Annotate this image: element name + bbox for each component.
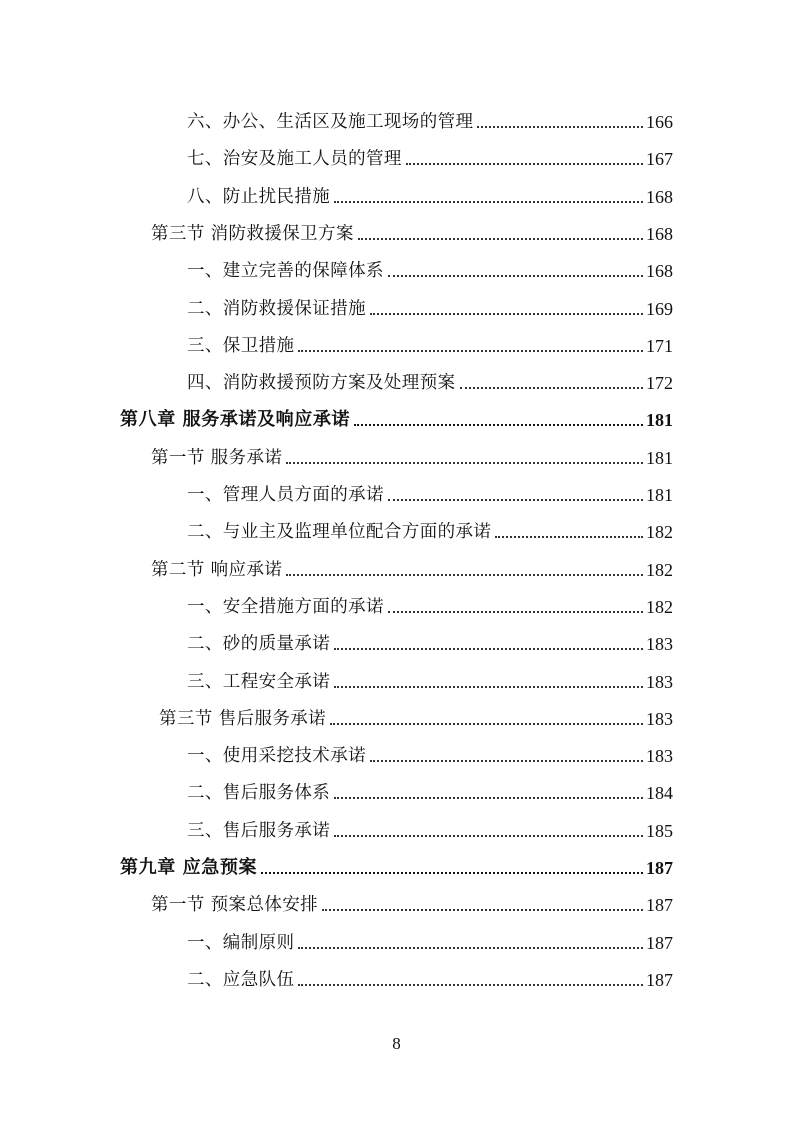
toc-item-entry[interactable] — [187, 812, 673, 842]
toc-entry-label: 二、与业主及监理单位配合方面的承诺 — [187, 522, 492, 543]
toc-entry-label: 第二节 响应承诺 — [151, 559, 283, 580]
toc-entry-label: 六、办公、生活区及施工现场的管理 — [187, 112, 474, 132]
toc-entry-label: 八、防止扰民措施 — [187, 186, 331, 207]
toc-entry-page: 187 — [646, 969, 673, 990]
page-number: 8 — [392, 1034, 401, 1053]
toc-entry-page: 187 — [646, 858, 673, 878]
toc-entry-page: 185 — [646, 820, 673, 841]
toc-chapter-entry[interactable] — [120, 401, 673, 431]
toc-entry-label: 第三节 售后服务承诺 — [159, 708, 327, 729]
dot-leader — [261, 872, 643, 874]
toc-entry-label: 一、管理人员方面的承诺 — [187, 485, 384, 505]
toc-entry-page: 169 — [646, 298, 673, 319]
dot-leader — [388, 275, 643, 277]
toc-section-entry[interactable] — [159, 700, 673, 730]
toc-item-entry[interactable] — [187, 252, 673, 282]
toc-chapter-entry[interactable] — [120, 849, 673, 879]
toc-entry-label: 第九章 应急预案 — [120, 857, 258, 878]
dot-leader — [460, 387, 644, 389]
toc-entry-label: 第一节 服务承诺 — [151, 447, 283, 468]
toc-entry-page: 184 — [646, 783, 673, 804]
toc-item-entry[interactable] — [187, 774, 673, 804]
toc-item-entry[interactable] — [187, 588, 673, 618]
toc-entry-page: 183 — [646, 708, 673, 729]
dot-leader — [334, 686, 643, 688]
dot-leader — [388, 611, 643, 613]
toc-entry-label: 第八章 服务承诺及响应承诺 — [120, 409, 351, 431]
dot-leader — [334, 648, 643, 650]
dot-leader — [330, 723, 643, 725]
dot-leader — [334, 797, 643, 799]
toc-entry-label: 第一节 预案总体安排 — [151, 895, 319, 916]
toc-entry-label: 第三节 消防救援保卫方案 — [151, 223, 354, 244]
toc-entry-page: 168 — [646, 223, 673, 244]
toc-entry-label: 三、工程安全承诺 — [187, 671, 331, 692]
toc-entry-label: 三、售后服务承诺 — [187, 820, 331, 841]
dot-leader — [495, 536, 643, 538]
toc-section-entry[interactable] — [151, 886, 673, 916]
toc-entry-page: 168 — [646, 186, 673, 207]
toc-item-entry[interactable] — [187, 140, 673, 170]
toc-entry-label: 二、消防救援保证措施 — [187, 298, 366, 319]
dot-leader — [354, 424, 643, 426]
toc-item-entry[interactable] — [187, 513, 673, 543]
toc-entry-page: 182 — [646, 596, 673, 617]
dot-leader — [358, 238, 643, 240]
toc-entry-page: 167 — [646, 149, 673, 170]
toc-item-entry[interactable] — [187, 178, 673, 208]
toc-item-entry[interactable] — [187, 364, 673, 394]
toc-entry-page: 183 — [646, 634, 673, 655]
toc-entry-page: 187 — [646, 932, 673, 953]
toc-entry-label: 一、建立完善的保障体系 — [187, 261, 384, 282]
toc-entry-page: 172 — [646, 373, 673, 394]
toc-entry-page: 183 — [646, 746, 673, 767]
dot-leader — [334, 835, 643, 837]
dot-leader — [370, 313, 643, 315]
dot-leader — [334, 201, 643, 203]
dot-leader — [406, 163, 643, 165]
dot-leader — [298, 947, 643, 949]
toc-entry-page: 182 — [646, 522, 673, 543]
dot-leader — [298, 350, 643, 352]
toc-item-entry[interactable] — [187, 924, 673, 954]
toc-entry-label: 三、保卫措施 — [187, 335, 295, 356]
toc-entry-page: 187 — [646, 895, 673, 916]
toc-section-entry[interactable] — [151, 215, 673, 245]
dot-leader — [388, 499, 643, 501]
toc-item-entry[interactable] — [187, 103, 673, 133]
toc-entry-label: 二、砂的质量承诺 — [187, 634, 331, 655]
dot-leader — [370, 760, 643, 762]
toc-entry-label: 二、售后服务体系 — [187, 783, 331, 804]
toc-item-entry[interactable] — [187, 290, 673, 320]
toc-item-entry[interactable] — [187, 625, 673, 655]
toc-item-entry[interactable] — [187, 663, 673, 693]
toc-entry-page: 168 — [646, 261, 673, 282]
toc-item-entry[interactable] — [187, 476, 673, 506]
toc-entry-label: 一、安全措施方面的承诺 — [187, 596, 384, 617]
toc-section-entry[interactable] — [151, 551, 673, 581]
dot-leader — [286, 462, 643, 464]
dot-leader — [322, 909, 643, 911]
toc-entry-page: 183 — [646, 671, 673, 692]
dot-leader — [286, 574, 643, 576]
toc-entry-label: 一、编制原则 — [187, 932, 295, 953]
toc-section-entry[interactable] — [151, 439, 673, 469]
toc-entry-page: 181 — [646, 485, 673, 505]
toc-entry-label: 二、应急队伍 — [187, 969, 295, 990]
toc-entry-label: 一、使用采挖技术承诺 — [187, 746, 366, 767]
toc-entry-page: 166 — [646, 112, 673, 132]
dot-leader — [477, 126, 643, 128]
toc-entry-label: 四、消防救援预防方案及处理预案 — [187, 373, 456, 394]
toc-entry-label: 七、治安及施工人员的管理 — [187, 149, 402, 170]
toc-entry-page: 181 — [646, 447, 673, 468]
toc-item-entry[interactable] — [187, 327, 673, 357]
toc-item-entry[interactable] — [187, 961, 673, 991]
toc-entry-page: 182 — [646, 559, 673, 580]
toc-entry-page: 181 — [646, 410, 673, 431]
dot-leader — [298, 984, 643, 986]
toc-entry-page: 171 — [646, 335, 673, 356]
toc-item-entry[interactable] — [187, 737, 673, 767]
